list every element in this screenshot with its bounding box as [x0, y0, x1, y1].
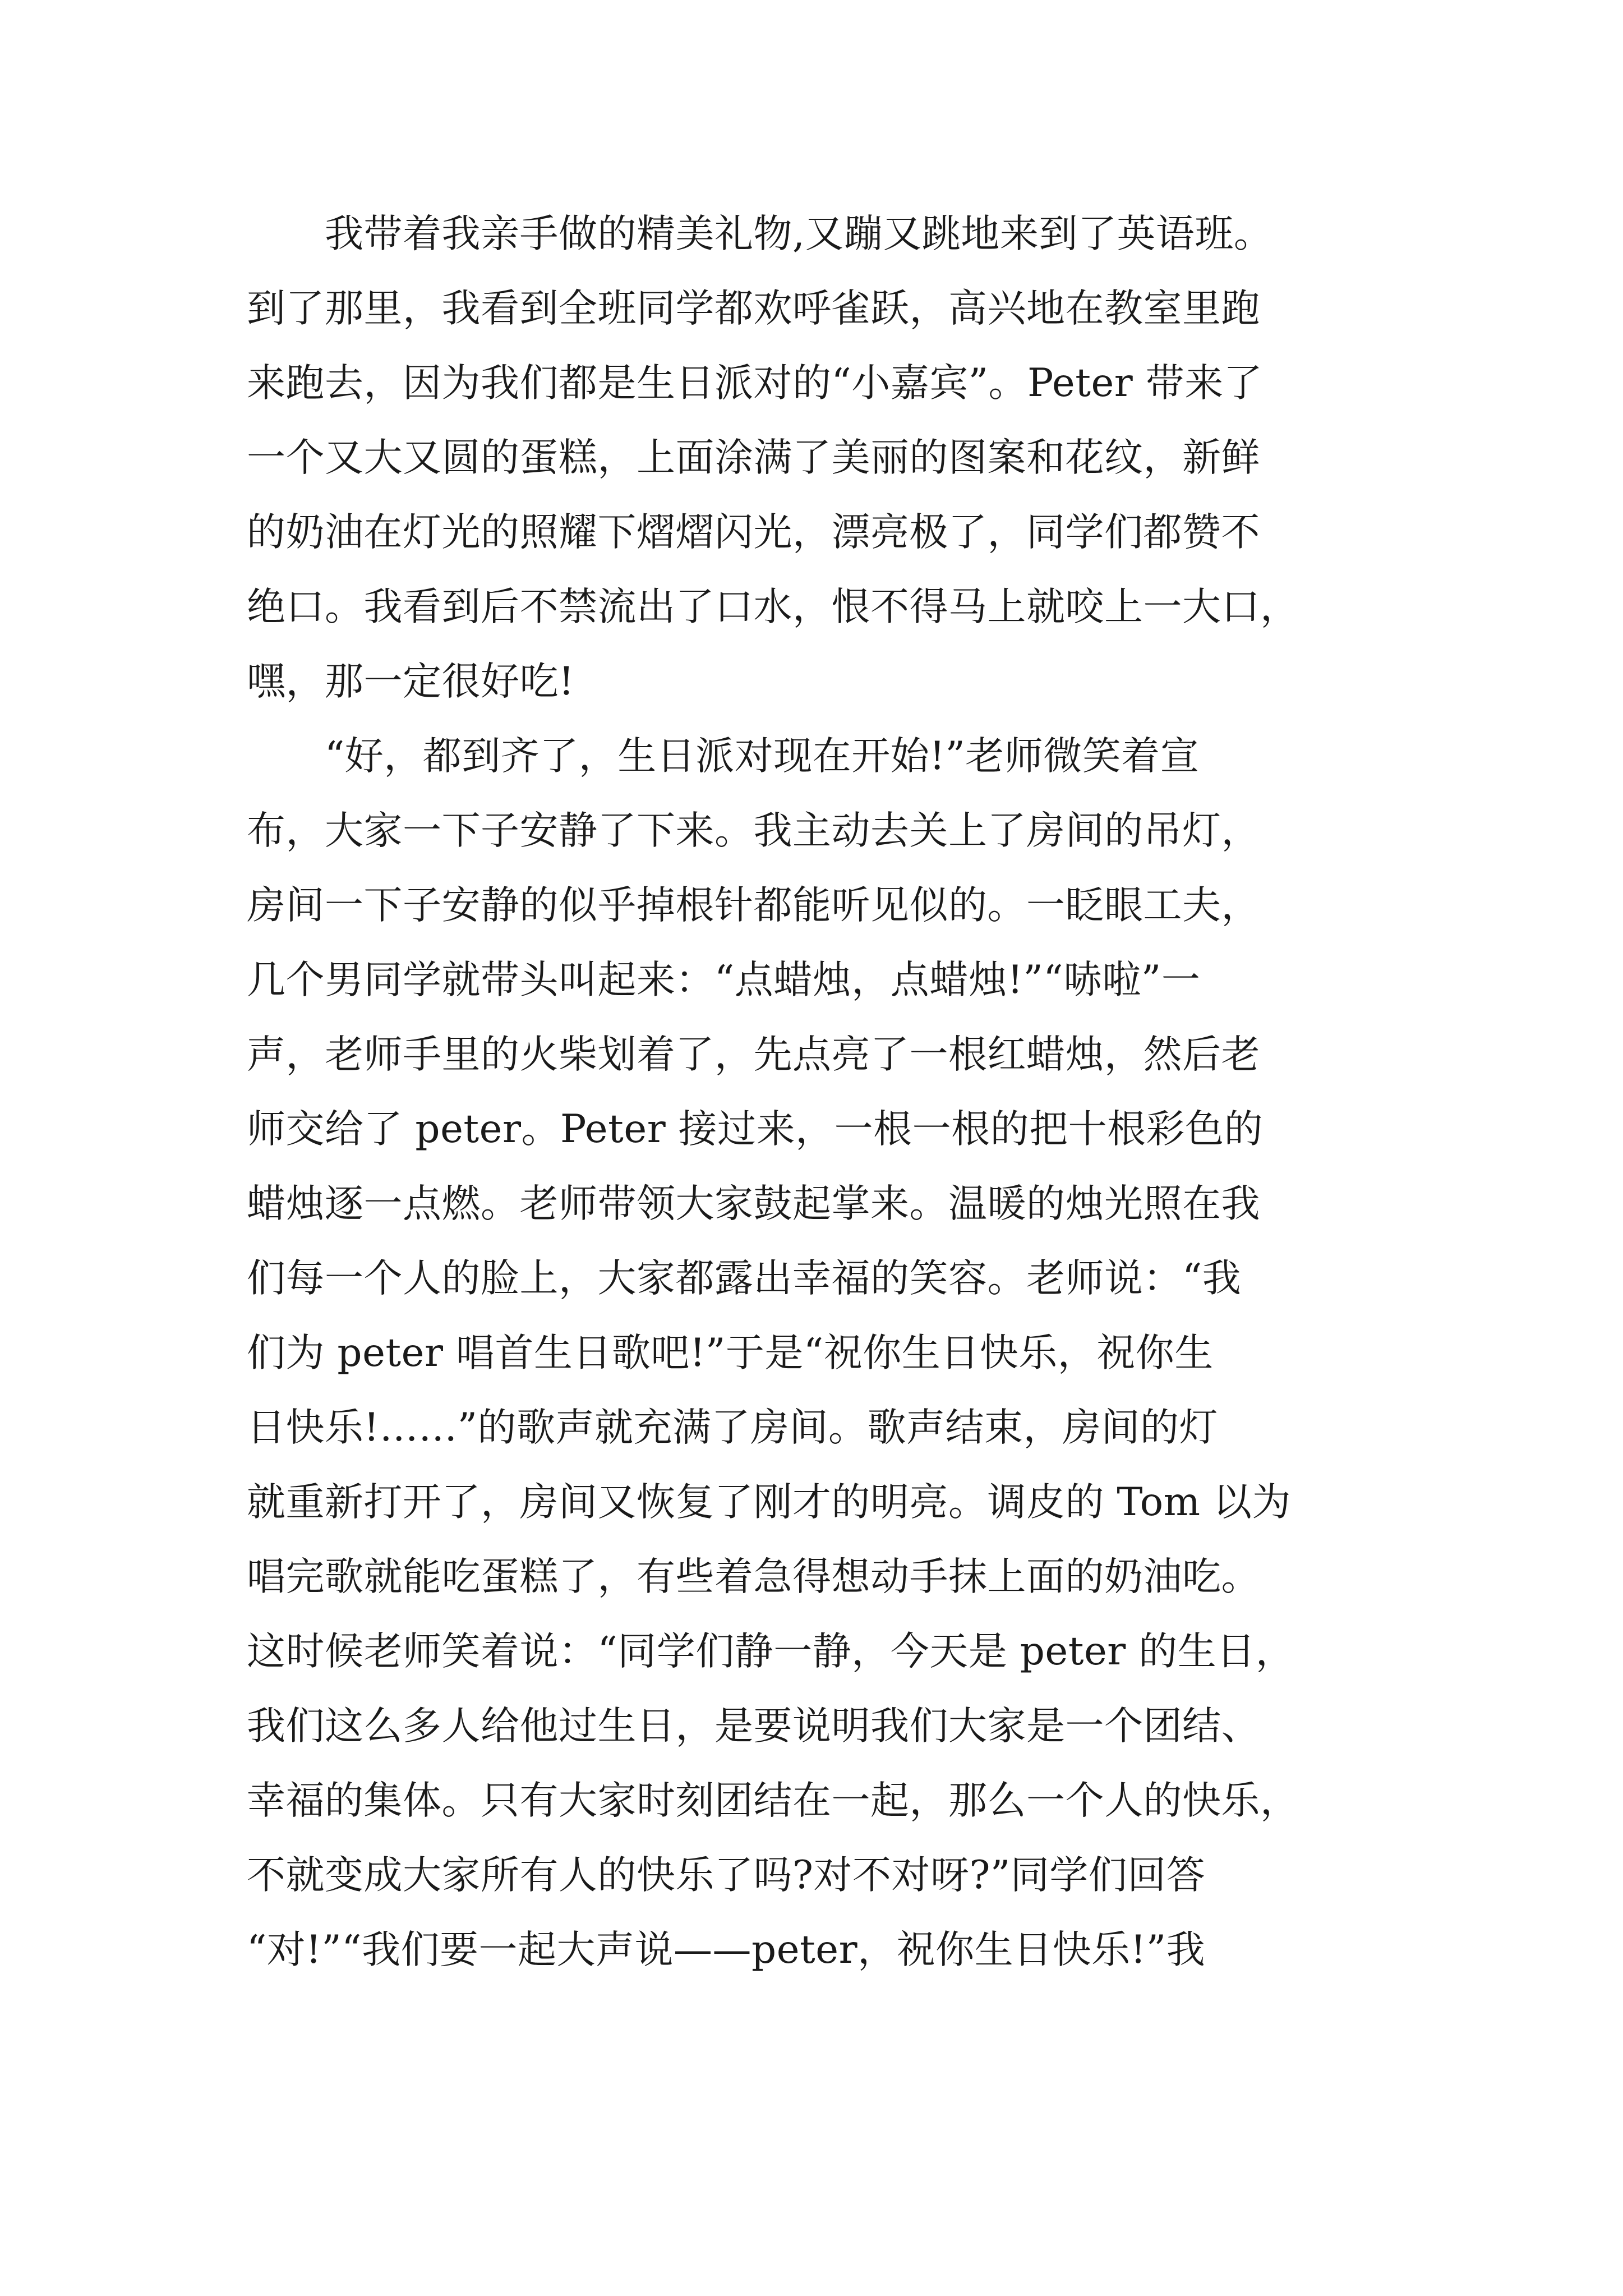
text-line-15: 们每一个人的脸上，大家都露出幸福的笑容。老师说：“我 — [247, 1256, 1242, 1301]
text-line-17: 日快乐!……”的歌声就充满了房间。歌声结束，房间的灯 — [247, 1405, 1219, 1450]
text-line-18: 就重新打开了，房间又恢复了刚才的明亮。调皮的 Tom 以为 — [247, 1480, 1292, 1525]
text-line-24: “对!”“我们要一起大声说——peter，祝你生日快乐!”我 — [247, 1927, 1206, 1972]
text-line-10: 房间一下子安静的似乎掉根针都能听见似的。一眨眼工夫， — [247, 883, 1260, 928]
text-line-7: 嘿，那一定很好吃! — [247, 659, 575, 704]
text-line-12: 声，老师手里的火柴划着了，先点亮了一根红蜡烛，然后老 — [247, 1032, 1260, 1077]
text-line-5: 的奶油在灯光的照耀下熠熠闪光，漂亮极了，同学们都赞不 — [247, 510, 1260, 555]
text-line-21: 我们这么多人给他过生日，是要说明我们大家是一个团结、 — [247, 1704, 1260, 1749]
text-line-22: 幸福的集体。只有大家时刻团结在一起，那么一个人的快乐， — [247, 1778, 1299, 1823]
text-line-6: 绝口。我看到后不禁流出了口水，恨不得马上就咬上一大口， — [247, 585, 1299, 629]
text-line-1: 我带着我亲手做的精美礼物,又蹦又跳地来到了英语班。 — [247, 211, 1273, 256]
text-line-20: 这时候老师笑着说：“同学们静一静，今天是 peter 的生日， — [247, 1629, 1295, 1674]
text-line-3: 来跑去，因为我们都是生日派对的“小嘉宾”。Peter 带来了 — [247, 361, 1263, 406]
text-line-14: 蜡烛逐一点燃。老师带领大家鼓起掌来。温暖的烛光照在我 — [247, 1181, 1260, 1226]
text-line-2: 到了那里，我看到全班同学都欢呼雀跃，高兴地在教室里跑 — [247, 286, 1260, 331]
text-line-16: 们为 peter 唱首生日歌吧!”于是“祝你生日快乐，祝你生 — [247, 1331, 1214, 1375]
text-line-19: 唱完歌就能吃蛋糕了，有些着急得想动手抹上面的奶油吃。 — [247, 1554, 1260, 1599]
text-line-11: 几个男同学就带头叫起来：“点蜡烛，点蜡烛!”“哧啦”一 — [247, 958, 1201, 1002]
text-line-9: 布，大家一下子安静了下来。我主动去关上了房间的吊灯， — [247, 808, 1260, 853]
text-line-13: 师交给了 peter。Peter 接过来，一根一根的把十根彩色的 — [247, 1107, 1264, 1152]
text-line-23: 不就变成大家所有人的快乐了吗?对不对呀?”同学们回答 — [247, 1853, 1206, 1898]
text-line-8: “好，都到齐了，生日派对现在开始!”老师微笑着宣 — [247, 734, 1200, 779]
text-line-4: 一个又大又圆的蛋糕，上面涂满了美丽的图案和花纹，新鲜 — [247, 435, 1260, 480]
